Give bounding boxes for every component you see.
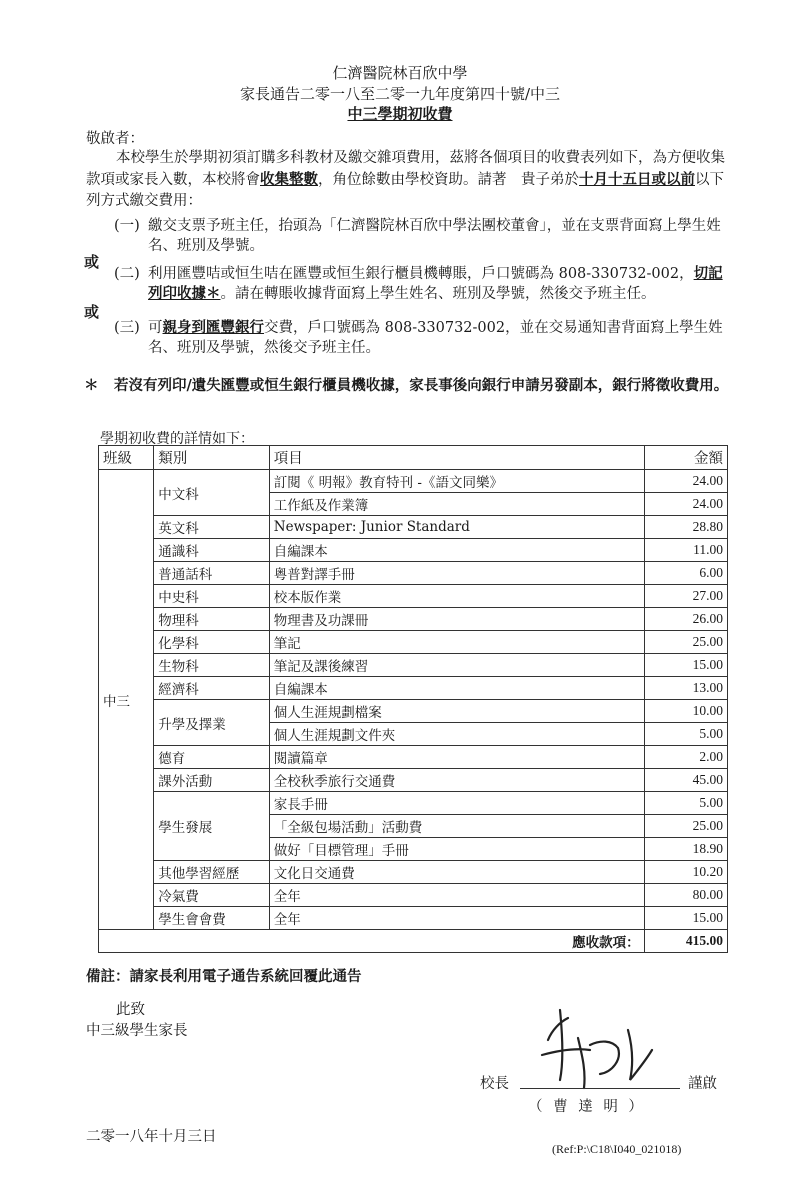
table-row xyxy=(99,907,728,930)
table-row xyxy=(99,884,728,907)
amount-cell: 15.00 xyxy=(644,654,727,677)
table-row xyxy=(99,746,728,769)
item-cell: 「全級包場活動」活動費 xyxy=(269,815,644,838)
reference-code: (Ref:P:\C18\I040_021018) xyxy=(552,1142,682,1156)
amount-cell: 10.00 xyxy=(644,700,727,723)
category-cell: 課外活動 xyxy=(154,769,270,792)
grade-cell: 中三 xyxy=(99,470,154,930)
total-label: 應收款項： xyxy=(269,930,644,953)
payment-option-2: (二) 利用匯豐咭或恒生咭在匯豐或恒生銀行櫃員機轉賬，戶口號碼為 808-330732-002，切記列印收據＊。請在轉賬收據背面寫上學生姓名、班別及學號，然後交予班主任。 xyxy=(114,265,723,302)
amount-cell: 11.00 xyxy=(644,539,727,562)
item-cell: 家長手冊 xyxy=(269,792,644,815)
signature-suffix: 謹啟 xyxy=(688,1076,717,1092)
category-cell: 中史科 xyxy=(154,585,270,608)
category-cell: 英文科 xyxy=(154,516,270,539)
category-cell: 其他學習經歷 xyxy=(154,861,270,884)
item-cell: Newspaper: Junior Standard xyxy=(269,516,644,539)
addressee: 中三級學生家長 xyxy=(86,1023,188,1039)
or-label: 或 xyxy=(84,303,100,321)
amount-cell: 24.00 xyxy=(644,470,727,493)
principal-signature xyxy=(520,1000,670,1095)
table-row xyxy=(99,562,728,585)
table-row xyxy=(99,792,728,815)
item-cell: 自編課本 xyxy=(269,677,644,700)
amount-cell: 45.00 xyxy=(644,769,727,792)
item-cell: 自編課本 xyxy=(269,539,644,562)
total-row xyxy=(99,930,728,953)
table-row xyxy=(99,470,728,493)
amount-cell: 15.00 xyxy=(644,907,727,930)
table-row xyxy=(99,700,728,723)
or-label: 或 xyxy=(84,253,100,271)
amount-cell: 26.00 xyxy=(644,608,727,631)
header-grade: 班級 xyxy=(99,446,154,470)
notice-number: 家長通告二零一八至二零一九年度第四十號/中三 xyxy=(239,85,561,103)
item-cell: 校本版作業 xyxy=(269,585,644,608)
category-cell: 化學科 xyxy=(154,631,270,654)
amount-cell: 28.80 xyxy=(644,516,727,539)
amount-cell: 24.00 xyxy=(644,493,727,516)
amount-cell: 6.00 xyxy=(644,562,727,585)
table-row xyxy=(99,677,728,700)
amount-cell: 5.00 xyxy=(644,792,727,815)
greeting: 敬啟者： xyxy=(86,131,144,147)
amount-cell: 18.90 xyxy=(644,838,727,861)
notice-date: 二零一八年十月三日 xyxy=(86,1129,217,1145)
item-cell: 個人生涯規劃檔案 xyxy=(269,700,644,723)
amount-cell: 2.00 xyxy=(644,746,727,769)
table-caption: 學期初收費的詳情如下： xyxy=(100,431,254,447)
category-cell: 德育 xyxy=(154,746,270,769)
remark: 備註：請家長利用電子通告系統回覆此通告 xyxy=(86,968,362,985)
table-row xyxy=(99,585,728,608)
item-cell: 閱讀篇章 xyxy=(269,746,644,769)
fee-table xyxy=(98,445,728,953)
category-cell: 冷氣費 xyxy=(154,884,270,907)
payment-option-3: (三) 可親身到匯豐銀行交費，戶口號碼為 808-330732-002，並在交易通知書背面寫上學生姓名、班別及學號，然後交予班主任。 xyxy=(114,319,723,356)
amount-cell: 80.00 xyxy=(644,884,727,907)
amount-cell: 10.20 xyxy=(644,861,727,884)
item-cell: 全校秋季旅行交通費 xyxy=(269,769,644,792)
category-cell: 生物科 xyxy=(154,654,270,677)
item-cell: 粵普對譯手冊 xyxy=(269,562,644,585)
payment-deadline: 十月十五日或以前 xyxy=(579,171,695,188)
amount-cell: 27.00 xyxy=(644,585,727,608)
item-cell: 工作紙及作業簿 xyxy=(269,493,644,516)
notice-title: 中三學期初收費 xyxy=(347,105,453,123)
signature-line xyxy=(520,1088,680,1089)
item-cell: 個人生涯規劃文件夾 xyxy=(269,723,644,746)
principal-name: （ 曹 達 明 ） xyxy=(528,1099,646,1115)
item-cell: 全年 xyxy=(269,907,644,930)
table-row xyxy=(99,608,728,631)
item-cell: 文化日交通費 xyxy=(269,861,644,884)
category-cell: 學生會會費 xyxy=(154,907,270,930)
category-cell: 物理科 xyxy=(154,608,270,631)
table-row xyxy=(99,769,728,792)
total-value: 415.00 xyxy=(644,930,727,953)
payment-option-1: (一) 繳交支票予班主任，抬頭為「仁濟醫院林百欣中學法團校董會」，並在支票背面寫上學生姓名、班別及學號。 xyxy=(114,218,721,254)
table-row xyxy=(99,861,728,884)
amount-cell: 25.00 xyxy=(644,815,727,838)
table-row xyxy=(99,539,728,562)
category-cell: 中文科 xyxy=(154,470,270,516)
signature-label: 校長 xyxy=(480,1076,509,1092)
item-cell: 筆記及課後練習 xyxy=(269,654,644,677)
header-item: 項目 xyxy=(269,446,644,470)
closing-salutation: 此致 xyxy=(116,1002,145,1018)
category-cell: 升學及擇業 xyxy=(154,700,270,746)
amount-cell: 5.00 xyxy=(644,723,727,746)
school-name: 仁濟醫院林百欣中學 xyxy=(332,64,468,82)
table-row xyxy=(99,516,728,539)
item-cell: 全年 xyxy=(269,884,644,907)
category-cell: 經濟科 xyxy=(154,677,270,700)
table-header-row xyxy=(99,446,728,470)
intro-paragraph: 本校學生於學期初須訂購多科教材及繳交雜項費用，茲將各個項目的收費表列如下，為方便收集款項或家長入數，本校將會收集整數，角位餘數由學校資助。請著 貴子弟於十月十五日或以前以下列方式繳交費用： xyxy=(86,150,725,209)
item-cell: 做好「目標管理」手冊 xyxy=(269,838,644,861)
item-cell: 筆記 xyxy=(269,631,644,654)
emphasis-round-amount: 收集整數 xyxy=(260,171,318,188)
header-category: 類別 xyxy=(154,446,270,470)
amount-cell: 25.00 xyxy=(644,631,727,654)
category-cell: 學生發展 xyxy=(154,792,270,861)
amount-cell: 13.00 xyxy=(644,677,727,700)
item-cell: 物理書及功課冊 xyxy=(269,608,644,631)
category-cell: 普通話科 xyxy=(154,562,270,585)
table-row xyxy=(99,631,728,654)
category-cell: 通識科 xyxy=(154,539,270,562)
item-cell: 訂閱《 明報》教育特刊 -《語文同樂》 xyxy=(269,470,644,493)
header-amount: 金額 xyxy=(644,446,727,470)
table-row xyxy=(99,654,728,677)
asterisk-note: ＊ 若沒有列印/遺失匯豐或恒生銀行櫃員機收據，家長事後向銀行申請另發副本，銀行將徵收費用。 xyxy=(84,377,729,394)
